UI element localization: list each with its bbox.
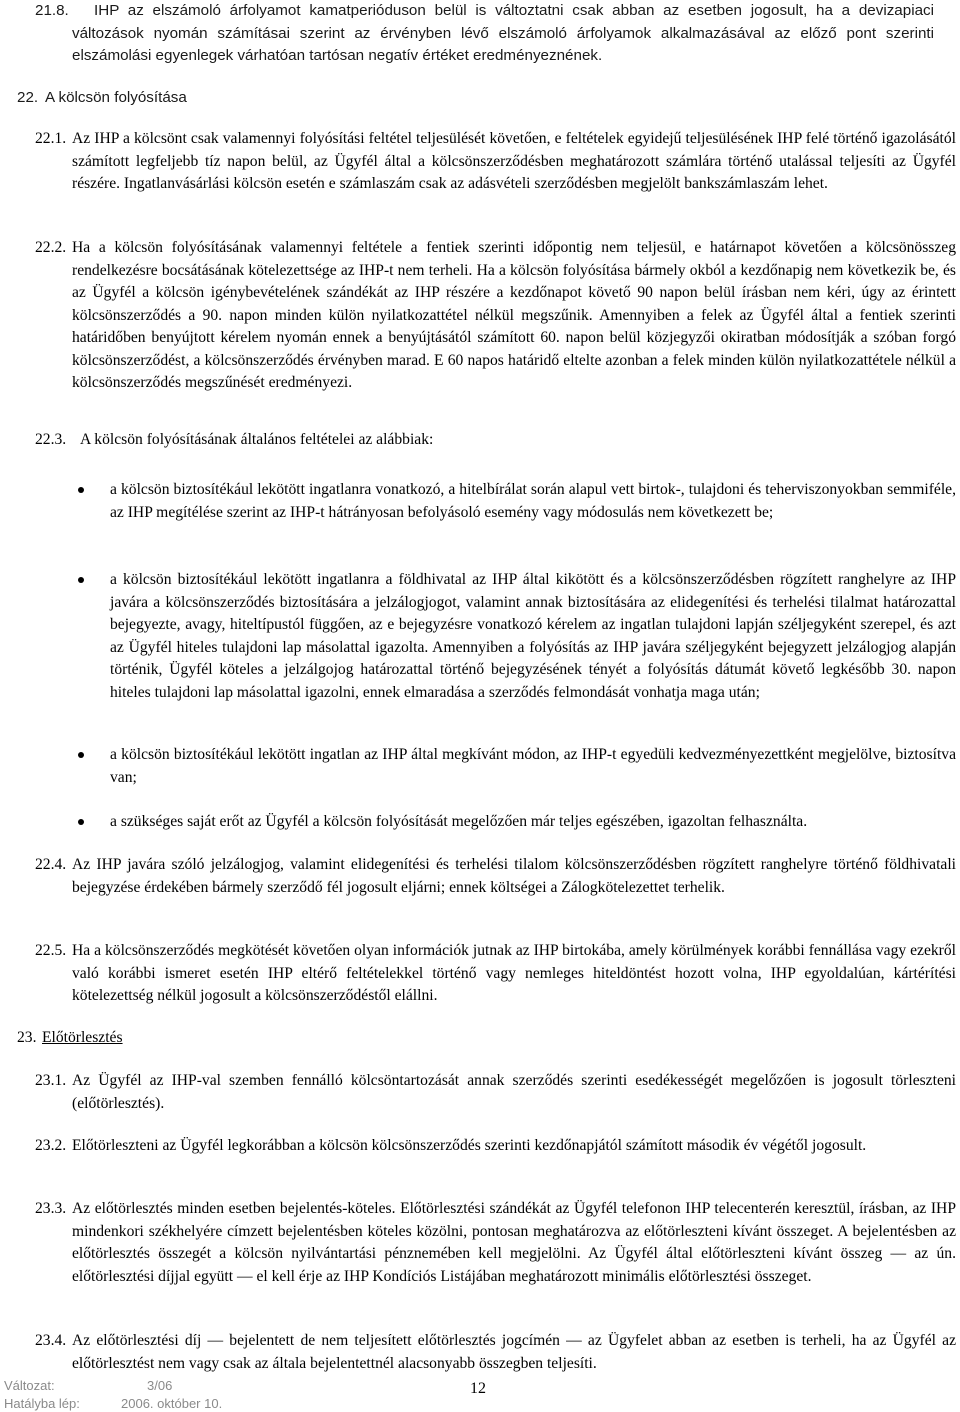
effective-date-value: 2006. október 10. [121,1396,223,1411]
section-number-23-4: 23.4. [35,1332,67,1349]
section-23-4-text: Az előtörlesztési díj — bejelentett de nem teljesített előtörlesztés jogcímén — az Ügyfelet abban az esetben is terheli, ha az Ügyfél az előtörlesztést nem vagy csak az általa bejelentettnél alacsonyabb összegben teljesíti. [72,1332,956,1372]
effective-date-label: Hatályba lép: [4,1396,80,1411]
version-value: 3/06 [147,1378,173,1393]
bullet-marker [78,577,84,583]
section-number-23-1: 23.1. [35,1072,67,1089]
bullet-marker [78,752,84,758]
section-number-23-3: 23.3. [35,1200,67,1217]
section-number-22-2: 22.2. [35,239,67,256]
section-number-21-8: 21.8. [35,2,69,19]
bullet-marker [78,819,84,825]
section-number-22-3: 22.3. [35,431,67,448]
bullet-item: a kölcsön biztosítékául lekötött ingatlanra vonatkozó, a hitelbírálat során alapul vett birtok-, tulajdoni és teherviszonyokban semmiféle, az IHP megítélése szerint az IHP-t hátrányosan befolyásoló esemény vagy módosulás nem következett be; [110,481,956,521]
section-22-3-intro: A kölcsön folyósításának általános feltételei az alábbiak: [80,431,434,448]
section-number-23-2: 23.2. [35,1137,67,1154]
section-22-4-text: Az IHP javára szóló jelzálogjog, valamint elidegenítési és terhelési tilalom kölcsönszerződésben rögzített ranghelyre történő földhivatali bejegyzése érdekében bármely szerződő fél jogosult eljárni; ennek költségei a Zálogkötelezettet terhelik. [72,856,956,896]
section-23-title: Előtörlesztés [42,1029,123,1046]
section-22-5-text: Ha a kölcsönszerződés megkötését követően olyan információk jutnak az IHP birtokába, amely körülmények korábbi fennállása vagy ezekről való korábbi ismeret esetén IHP eltérő feltételekkel történő vagy nemleges hiteldöntést hozott volna, IHP egyoldalúan, kártérítési kötelezettség nélkül jogosult a kölcsönszerződéstől elállni. [72,942,956,1004]
section-22-2-text: Ha a kölcsön folyósításának valamennyi feltétele a fentiek szerinti időpontig nem teljesül, e határnapot követően a kölcsönösszeg rendelkezésre bocsátásának kötelezettsége az IHP-t nem terheli. Ha a kölcsön folyósítása bármely okból a kezdőnapig nem következik be, és az Ügyfél a kölcsön igénybevételének szándékát az IHP részére a kezdőnapot követő 90 napon belül írásban nem kéri, úgy az érintett kölcsönszerződés a 90. napon minden külön nyilatkozattétel nélkül megszűnik. Amennyiben a felek az Ügyfél által a fentiek szerinti határidőben benyújtott kérelem nyomán ennek a benyújtásától számított 60. napon belül közjegyzői okiratban módosítják a szóban forgó kölcsönszerződést, a kölcsönszerződés érvényben marad. E 60 napos határidő eltelte azonban a felek minden külön nyilatkozattétele nélkül a kölcsönszerződés megszűnését eredményezi. [72,239,956,391]
section-22-title: A kölcsön folyósítása [45,89,187,106]
page-number: 12 [470,1380,486,1397]
section-number-22-1: 22.1. [35,130,67,147]
section-number-22-5: 22.5. [35,942,67,959]
section-23-1-text: Az Ügyfél az IHP-val szemben fennálló kölcsöntartozását annak szerződés szerinti esedékességét megelőzően is jogosult törleszteni (előtörlesztés). [72,1072,956,1112]
section-23-2-text: Előtörleszteni az Ügyfél legkorábban a kölcsön kölcsönszerződés szerinti kezdőnapjától számított második év végétől jogosult. [72,1137,867,1154]
section-21-8-text: IHP az elszámoló árfolyamot kamatperióduson belül is változtatni csak abban az esetben jogosult, ha a devizapiaci változások nyomán számításai szerint az érvényben lévő elszámoló árfolyamok alkalmazásával az előző pont szerinti elszámolási egyenlegek várhatóan tartósan negatív értéket eredményeznének. [72,2,934,64]
bullet-item: a szükséges saját erőt az Ügyfél a kölcsön folyósítását megelőzően már teljes egészében, igazoltan felhasználta. [110,813,808,830]
bullet-marker [78,487,84,493]
section-22-1-text: Az IHP a kölcsönt csak valamennyi folyósítási feltétel teljesülését követően, e feltételek egyidejű teljesülésének IHP felé történő igazolásától számított legfeljebb tíz napon belül, az Ügyfél által a kölcsönszerződésben meghatározott számlára történő utalással teljesíti az Ügyfél részére. Ingatlanvásárlási kölcsön esetén e számlaszám csak az adásvételi szerződésben megjelölt bankszámlaszám lehet. [72,130,956,192]
bullet-item: a kölcsön biztosítékául lekötött ingatlan az IHP által megkívánt módon, az IHP-t egyedüli kedvezményezettként megjelölve, biztosítva van; [110,746,956,786]
section-number-23: 23. [17,1029,37,1046]
section-number-22-4: 22.4. [35,856,67,873]
section-23-3-text: Az előtörlesztés minden esetben bejelentés-köteles. Előtörlesztési szándékát az Ügyfél telefonon IHP telecenterén keresztül, írásban, az IHP mindenkori székhelyére címzett bejelentésben köteles közölni, pontosan meghatározva az előtörleszteni kívánt összeget. A bejelentésben az előtörlesztés összegét a kölcsön nyilvántartási pénznemében kell megjelölni. Az Ügyfél által előtörleszteni kívánt összeg — az ún. előtörlesztési díjjal együtt — el kell érje az IHP Kondíciós Listájában meghatározott minimális előtörlesztési összeget. [72,1200,956,1285]
version-label: Változat: [4,1378,55,1393]
section-number-22: 22. [17,89,39,106]
bullet-item: a kölcsön biztosítékául lekötött ingatlanra a földhivatal az IHP által kikötött és a kölcsönszerződésben rögzített ranghelyre az IHP javára a kölcsönszerződés biztosítására a jelzálogjogot, valamint annak biztosítására az elidegenítési és terhelési tilalmat határozattal bejegyezte, avagy, hiteltípustól függően, az e bejegyzésre vonatkozó kérelem az ingatlan tulajdoni lapján széljegyként szerepel, és azt az Ügyfél hiteles tulajdoni lap másolattal igazolta. Amennyiben a folyósítás az IHP javára széljegyként bejegyzett jelzálogjog alapján történik, Ügyfél köteles a jelzálgojog határozattal történő bejegyzésének tényét a folyósítás dátumát követő legkésőbb 30. napon hiteles tulajdoni lap másolattal igazolni, ennek elmaradása a szerződés felmondását vonhatja maga után; [110,571,956,701]
